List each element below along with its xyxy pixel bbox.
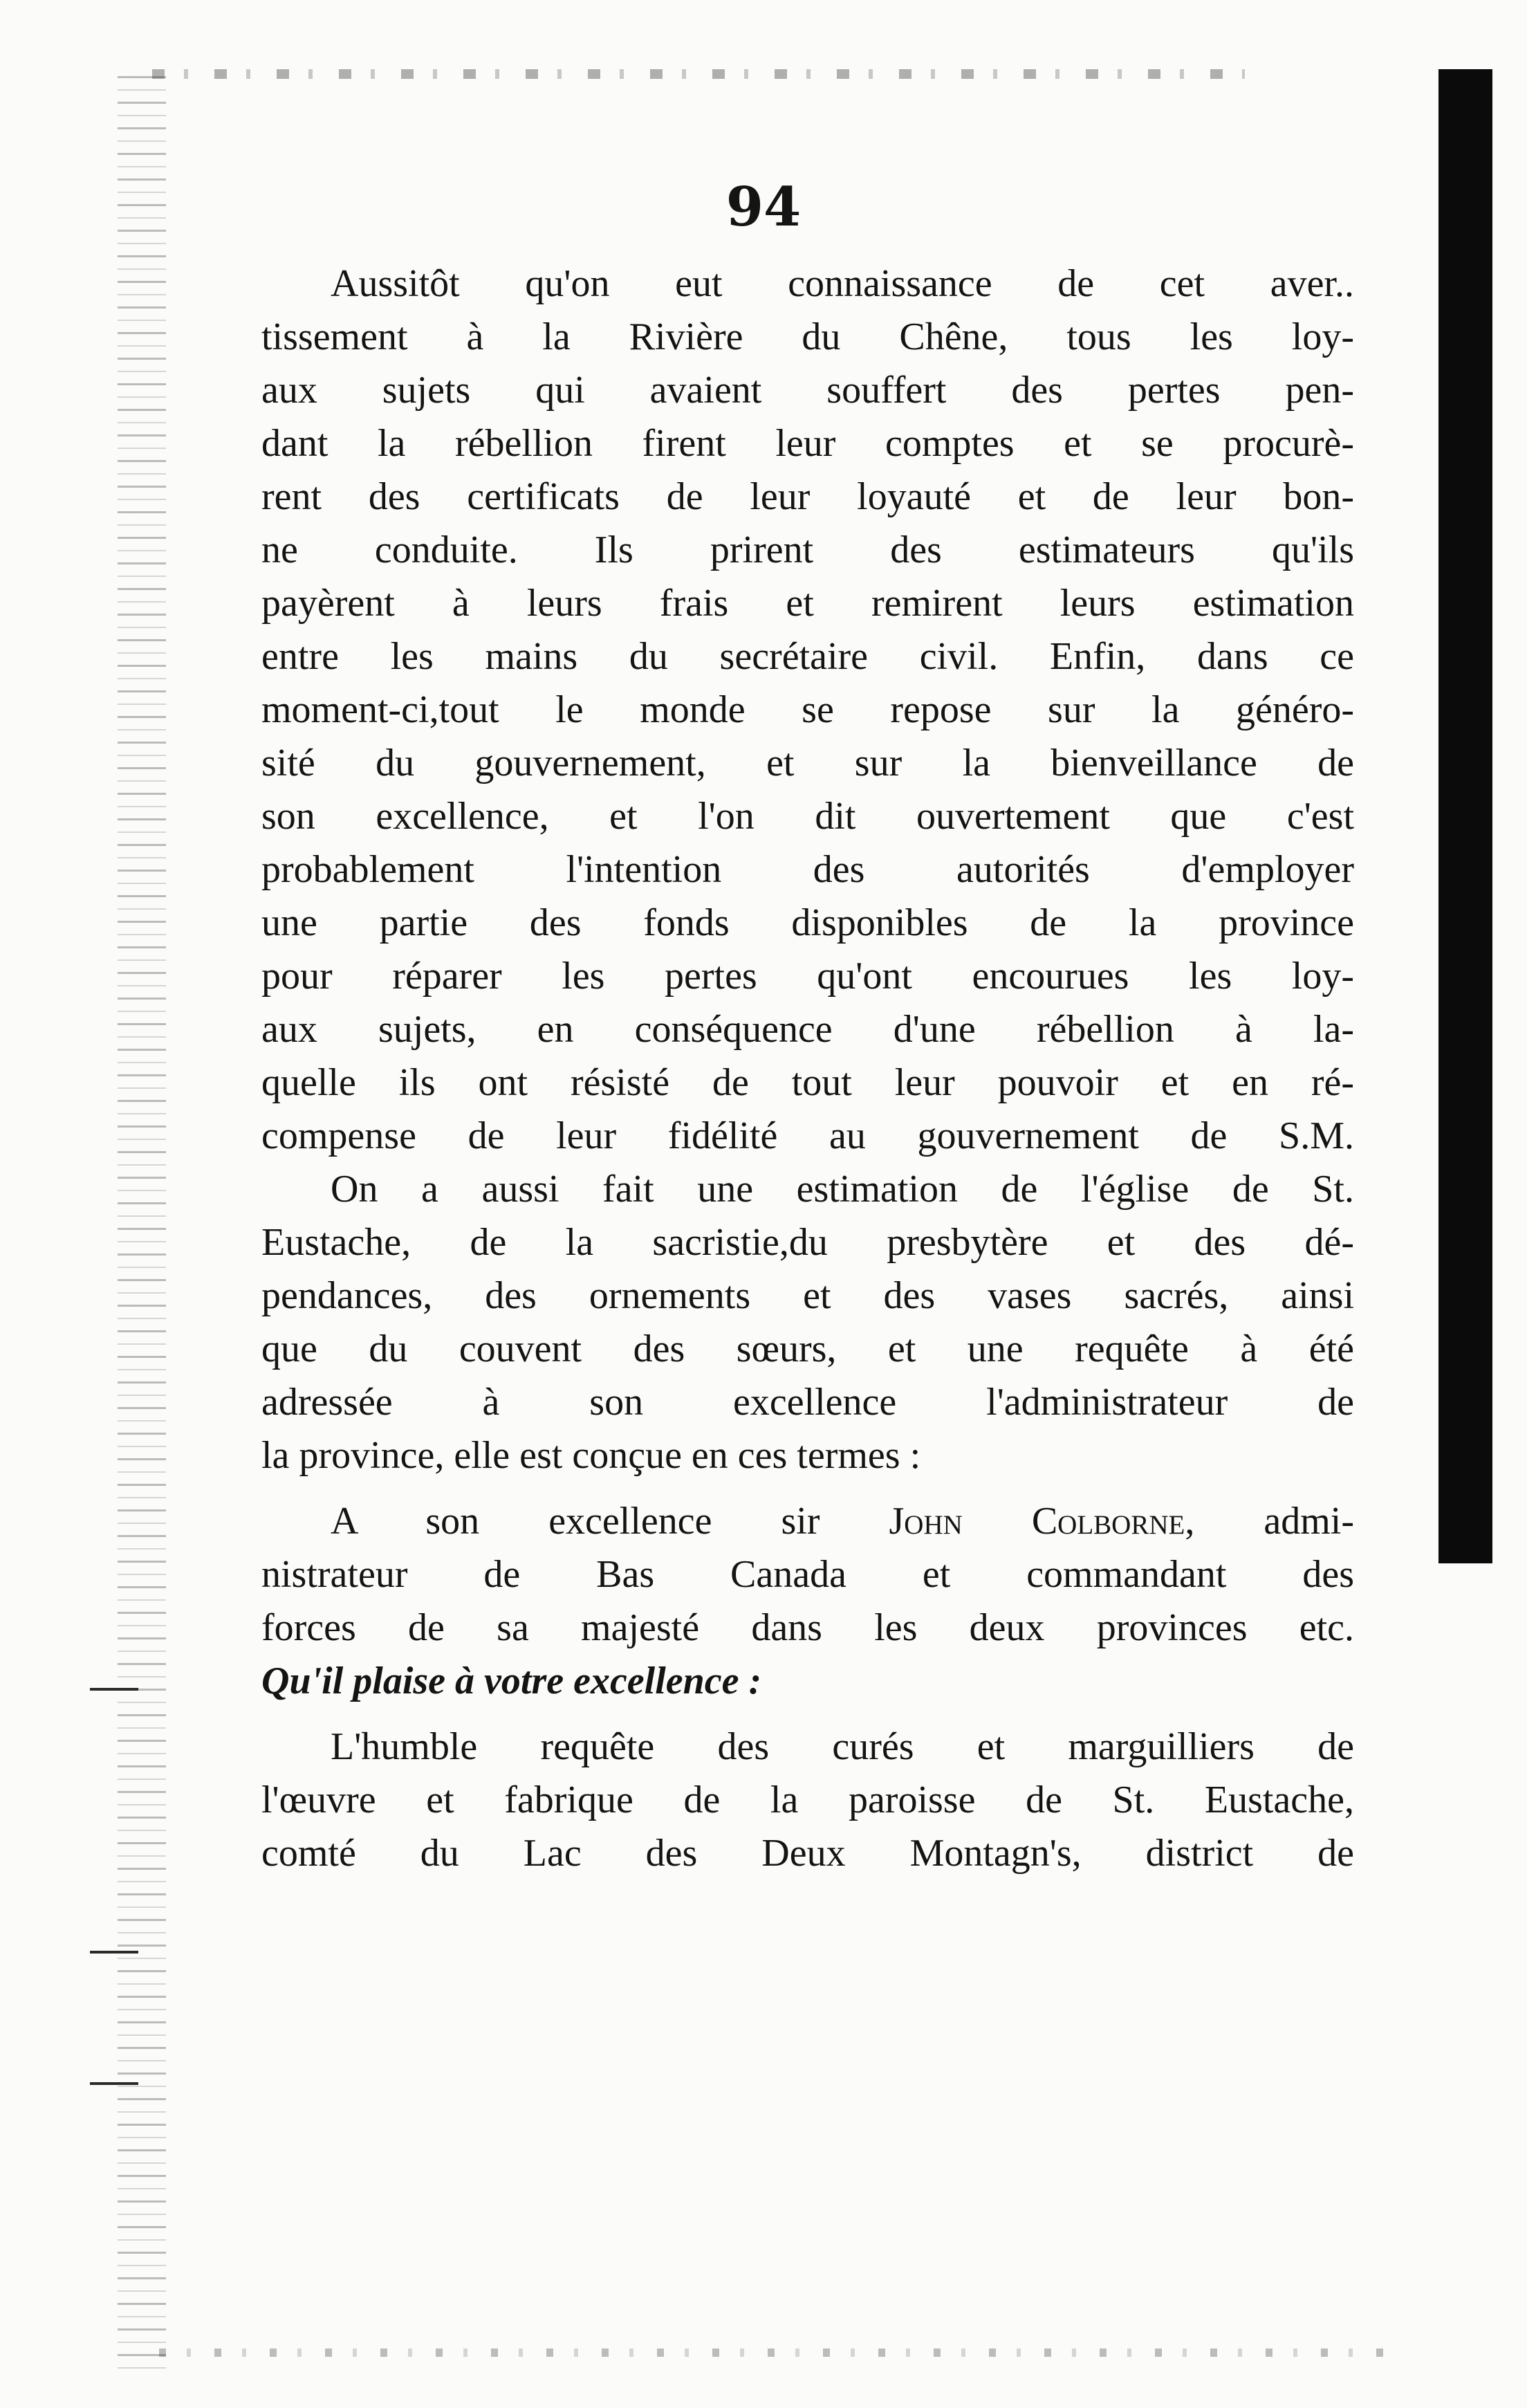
text-line: aux sujets qui avaient souffert des pertes pen- — [261, 369, 1354, 412]
text-line: une partie des fonds disponibles de la province — [261, 901, 1354, 944]
text-line: adressée à son excellence l'administrateur de — [261, 1381, 1354, 1424]
address-line: nistrateur de Bas Canada et commandant des — [261, 1553, 1354, 1596]
text-line: son excellence, et l'on dit ouvertement que c'est — [261, 795, 1354, 838]
page-edge-left — [118, 76, 166, 2380]
text-line: dant la rébellion firent leur comptes et se procurè- — [261, 422, 1354, 465]
address-line: forces de sa majesté dans les deux provinces etc. — [261, 1606, 1354, 1649]
page-edge-top — [152, 69, 1245, 79]
text-line: Eustache, de la sacristie,du presbytère et des dé- — [261, 1221, 1354, 1264]
margin-mark — [90, 2082, 138, 2085]
text-line: L'humble requête des curés et marguilliers de — [331, 1725, 1354, 1768]
margin-mark — [90, 1688, 138, 1691]
address-block — [261, 1495, 1354, 1708]
salutation: Qu'il plaise à votre excellence : — [261, 1660, 762, 1702]
text-line: la province, elle est conçue en ces termes : — [261, 1434, 921, 1477]
text-line: payèrent à leurs frais et remirent leurs estimation — [261, 582, 1354, 625]
text-line: probablement l'intention des autorités d'employer — [261, 848, 1354, 891]
addressee-first-name: John — [889, 1500, 963, 1543]
text-line: pour réparer les pertes qu'ont encourues les loy- — [261, 955, 1354, 998]
text-line: que du couvent des sœurs, et une requête à été — [261, 1327, 1354, 1370]
margin-mark — [90, 1951, 138, 1954]
addressee-last-name: Colborne — [1031, 1500, 1185, 1543]
page-body — [261, 257, 1354, 1880]
text-line: comté du Lac des Deux Montagn's, district de — [261, 1832, 1354, 1875]
page-edge-bottom — [159, 2349, 1404, 2357]
text-line: moment-ci,tout le monde se repose sur la généro- — [261, 688, 1354, 731]
text-line: aux sujets, en conséquence d'une rébellion à la- — [261, 1008, 1354, 1051]
paragraph-2 — [261, 1163, 1354, 1482]
binding-shadow-bar — [1438, 69, 1492, 1563]
text-line: l'œuvre et fabrique de la paroisse de St. Eustache, — [261, 1779, 1354, 1821]
text-line: pendances, des ornements et des vases sacrés, ainsi — [261, 1274, 1354, 1317]
text-line: On a aussi fait une estimation de l'église de St. — [331, 1168, 1354, 1211]
paragraph-1 — [261, 257, 1354, 1163]
text-line: rent des certificats de leur loyauté et de leur bon- — [261, 475, 1354, 518]
paragraph-3 — [261, 1720, 1354, 1880]
page-number: 94 — [725, 176, 802, 239]
text-line: Aussitôt qu'on eut connaissance de cet aver.. — [331, 262, 1354, 305]
text-line: entre les mains du secrétaire civil. Enfin, dans ce — [261, 635, 1354, 678]
text-line: tissement à la Rivière du Chêne, tous les loy- — [261, 315, 1354, 358]
address-line: A son excellence sir John Colborne, admi- — [331, 1500, 1355, 1543]
text-line: sité du gouvernement, et sur la bienveillance de — [261, 742, 1354, 784]
text-line: ne conduite. Ils prirent des estimateurs qu'ils — [261, 529, 1354, 571]
text-line: compense de leur fidélité au gouvernement de S.M. — [261, 1114, 1354, 1157]
text-line: quelle ils ont résisté de tout leur pouvoir et en ré- — [261, 1061, 1354, 1104]
